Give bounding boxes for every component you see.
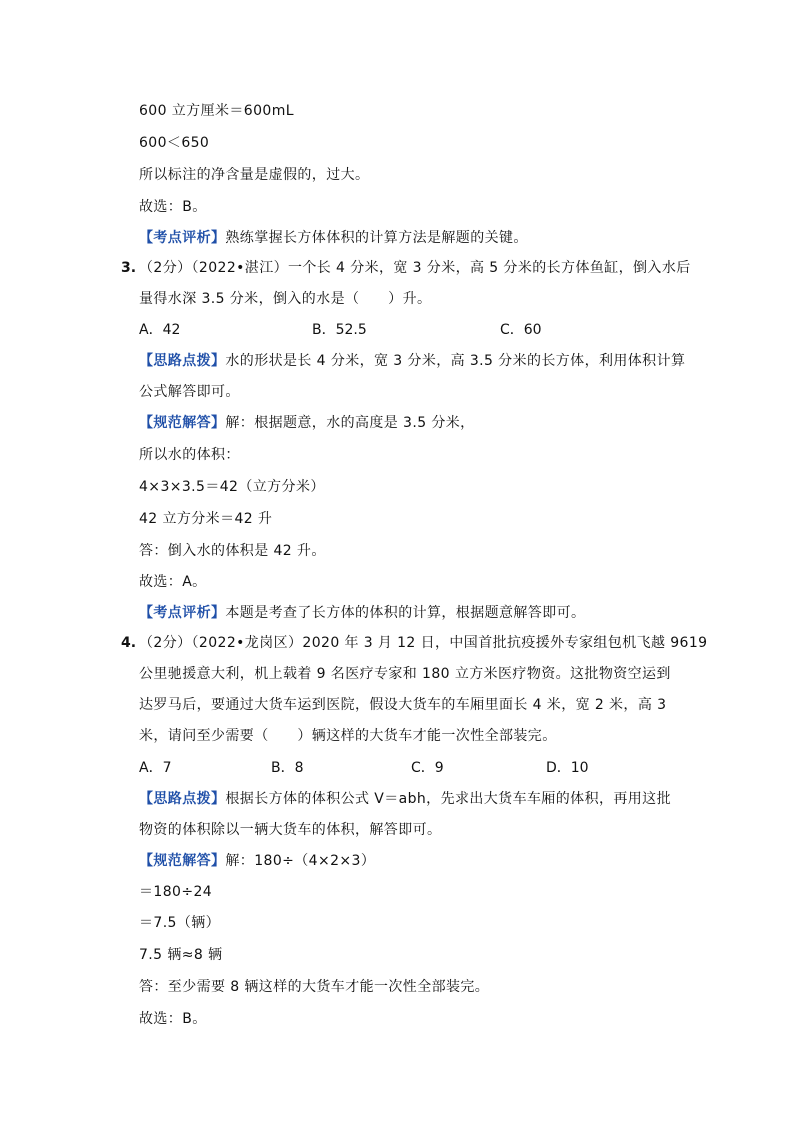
text-line: 600 立方厘米＝600mL	[139, 103, 294, 119]
question-stem: 公里驰援意大利，机上载着 9 名医疗专家和 180 立方米医疗物资。这批物资空运到	[139, 666, 671, 682]
kaodian-text: 熟练掌握长方体体积的计算方法是解题的关键。	[225, 230, 528, 246]
question-number: 4.	[121, 635, 137, 651]
silu-text: 根据长方体的体积公式 V＝abh，先求出大货车车厢的体积，再用这批	[225, 791, 671, 807]
question-stem: （2分）（2022•湛江）一个长 4 分米，宽 3 分米，高 5 分米的长方体鱼缸，倒入水后	[139, 260, 691, 276]
text-line: 公式解答即可。	[139, 384, 240, 400]
text-line: 答：倒入水的体积是 42 升。	[139, 543, 326, 559]
option-a: A．42	[139, 322, 181, 338]
guifan-tag: 【规范解答】	[139, 853, 226, 869]
text-line: 4×3×3.5＝42（立方分米）	[139, 479, 325, 495]
text-line: 故选：B。	[139, 199, 207, 215]
text-line: ＝7.5（辆）	[139, 915, 221, 931]
kaodian-line	[139, 603, 585, 623]
guifan-tag: 【规范解答】	[139, 415, 226, 431]
kaodian-tag: 【考点评析】	[139, 605, 226, 621]
option-d: D．10	[546, 760, 589, 776]
question-stem: 量得水深 3.5 分米，倒入的水是（ ）升。	[139, 291, 432, 307]
option-c: C．60	[500, 322, 542, 338]
option-a: A．7	[139, 760, 172, 776]
question-stem: 米，请问至少需要（ ）辆这样的大货车才能一次性全部装完。	[139, 728, 557, 744]
text-line: 物资的体积除以一辆大货车的体积，解答即可。	[139, 822, 442, 838]
silu-line	[139, 789, 671, 809]
text-line: 42 立方分米＝42 升	[139, 511, 273, 527]
text-line: 所以水的体积：	[139, 447, 240, 463]
text-line: 故选：A。	[139, 574, 207, 590]
guifan-line	[139, 413, 475, 433]
kaodian-line	[139, 228, 528, 248]
option-b: B．52.5	[312, 322, 367, 338]
guifan-text: 解：180÷（4×2×3）	[225, 853, 376, 869]
kaodian-tag: 【考点评析】	[139, 230, 226, 246]
option-b: B．8	[271, 760, 304, 776]
text-line: 答：至少需要 8 辆这样的大货车才能一次性全部装完。	[139, 979, 490, 995]
guifan-text: 解：根据题意，水的高度是 3.5 分米，	[225, 415, 475, 431]
text-line: 600＜650	[139, 135, 210, 151]
text-line: 所以标注的净含量是虚假的，过大。	[139, 167, 370, 183]
text-line: 故选：B。	[139, 1011, 207, 1027]
silu-tag: 【思路点拨】	[139, 353, 226, 369]
question-number: 3.	[121, 260, 137, 276]
silu-tag: 【思路点拨】	[139, 791, 226, 807]
silu-text: 水的形状是长 4 分米，宽 3 分米，高 3.5 分米的长方体，利用体积计算	[225, 353, 686, 369]
guifan-line	[139, 851, 375, 871]
option-c: C．9	[411, 760, 444, 776]
question-stem: （2分）（2022•龙岗区）2020 年 3 月 12 日，中国首批抗疫援外专家组包机飞越 9619	[139, 635, 708, 651]
kaodian-text: 本题是考查了长方体的体积的计算，根据题意解答即可。	[225, 605, 586, 621]
text-line: 7.5 辆≈8 辆	[139, 947, 223, 963]
question-stem: 达罗马后，要通过大货车运到医院，假设大货车的车厢里面长 4 米，宽 2 米，高 3	[139, 697, 667, 713]
silu-line	[139, 351, 685, 371]
text-line: ＝180÷24	[139, 884, 213, 900]
